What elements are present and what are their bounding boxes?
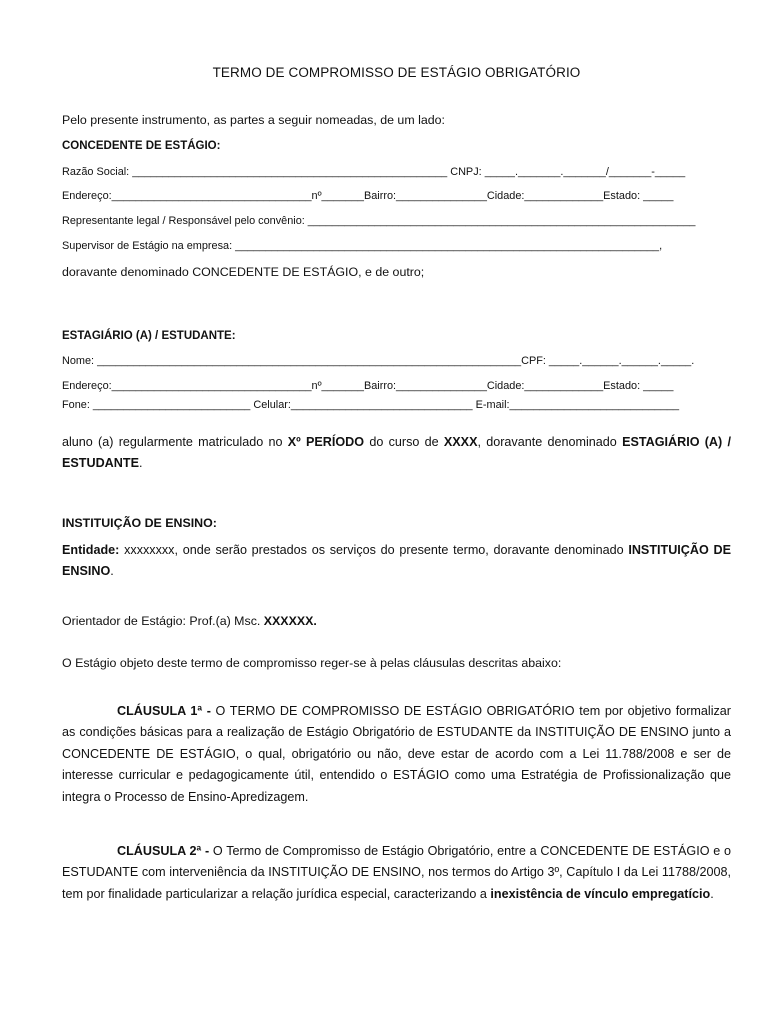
clausula-2: CLÁUSULA 2ª - O Termo de Compromisso de Estágio Obrigatório, entre a CONCEDENTE DE ESTÁGIO e o ESTUDANTE com interveniência da INSTITUIÇÃO DE ENSINO, nos termos do Artigo 3º, Capítulo I da Lei 11788/2008, tem por finalidade particularizar a relação jurídica especial, caracterizando a inexistência de vínculo empregatício. [62, 844, 731, 901]
representante-line: Representante legal / Responsável pelo convênio: ________________________________________________________________ [62, 215, 696, 227]
concedente-heading: CONCEDENTE DE ESTÁGIO: [62, 140, 221, 152]
supervisor-line: Supervisor de Estágio na empresa: ______________________________________________________________________, [62, 240, 663, 252]
nome-line: Nome: ______________________________________________________________________CPF: _____.______.______._____. [62, 355, 695, 367]
orientador-line: Orientador de Estágio: Prof.(a) Msc. XXXXXX. [62, 614, 317, 628]
intro-text: Pelo presente instrumento, as partes a seguir nomeadas, de um lado: [62, 113, 445, 127]
razao-social-line: Razão Social: ____________________________________________________ CNPJ: _____._______._______/_______-_____ [62, 166, 686, 178]
fone-line: Fone: __________________________ Celular:______________________________ E-mail:____________________________ [62, 399, 680, 411]
objeto-text: O Estágio objeto deste termo de compromisso reger-se à pelas cláusulas descritas abaixo: [62, 656, 562, 670]
document-title: TERMO DE COMPROMISSO DE ESTÁGIO OBRIGATÓRIO [212, 65, 581, 80]
estagiario-heading: ESTAGIÁRIO (A) / ESTUDANTE: [62, 330, 236, 342]
aluno-paragraph: aluno (a) regularmente matriculado no Xº PERÍODO do curso de XXXX, doravante denominado ESTAGIÁRIO (A) / ESTUDANTE. [62, 435, 731, 471]
concedente-endereco-line: Endereço:_________________________________nº_______Bairro:_______________Cidade:_____________Estado: _____ [62, 190, 674, 202]
instituicao-heading: INSTITUIÇÃO DE ENSINO: [62, 516, 217, 530]
clausula-1: CLÁUSULA 1ª - O TERMO DE COMPROMISSO DE ESTÁGIO OBRIGATÓRIO tem por objetivo formalizar as condições básicas para a realização de Estágio Obrigatório de ESTUDANTE da INSTITUIÇÃO DE ENSINO junto a CONCEDENTE DE ESTÁGIO, o qual, obrigatório ou não, deve estar de acordo com a Lei 11.788/2008 e ser de interesse curricular e pedagogicamente útil, entendido o ESTÁGIO como uma Estratégia de Profissionalização que integra o Processo de Ensino-Apredizagem. [62, 704, 731, 804]
entidade-paragraph: Entidade: xxxxxxxx, onde serão prestados os serviços do presente termo, doravante denominado INSTITUIÇÃO DE ENSINO. [62, 543, 732, 579]
estagiario-endereco-line: Endereço:_________________________________nº_______Bairro:_______________Cidade:_____________Estado: _____ [62, 380, 674, 392]
concedente-doravante: doravante denominado CONCEDENTE DE ESTÁGIO, e de outro; [62, 265, 425, 279]
